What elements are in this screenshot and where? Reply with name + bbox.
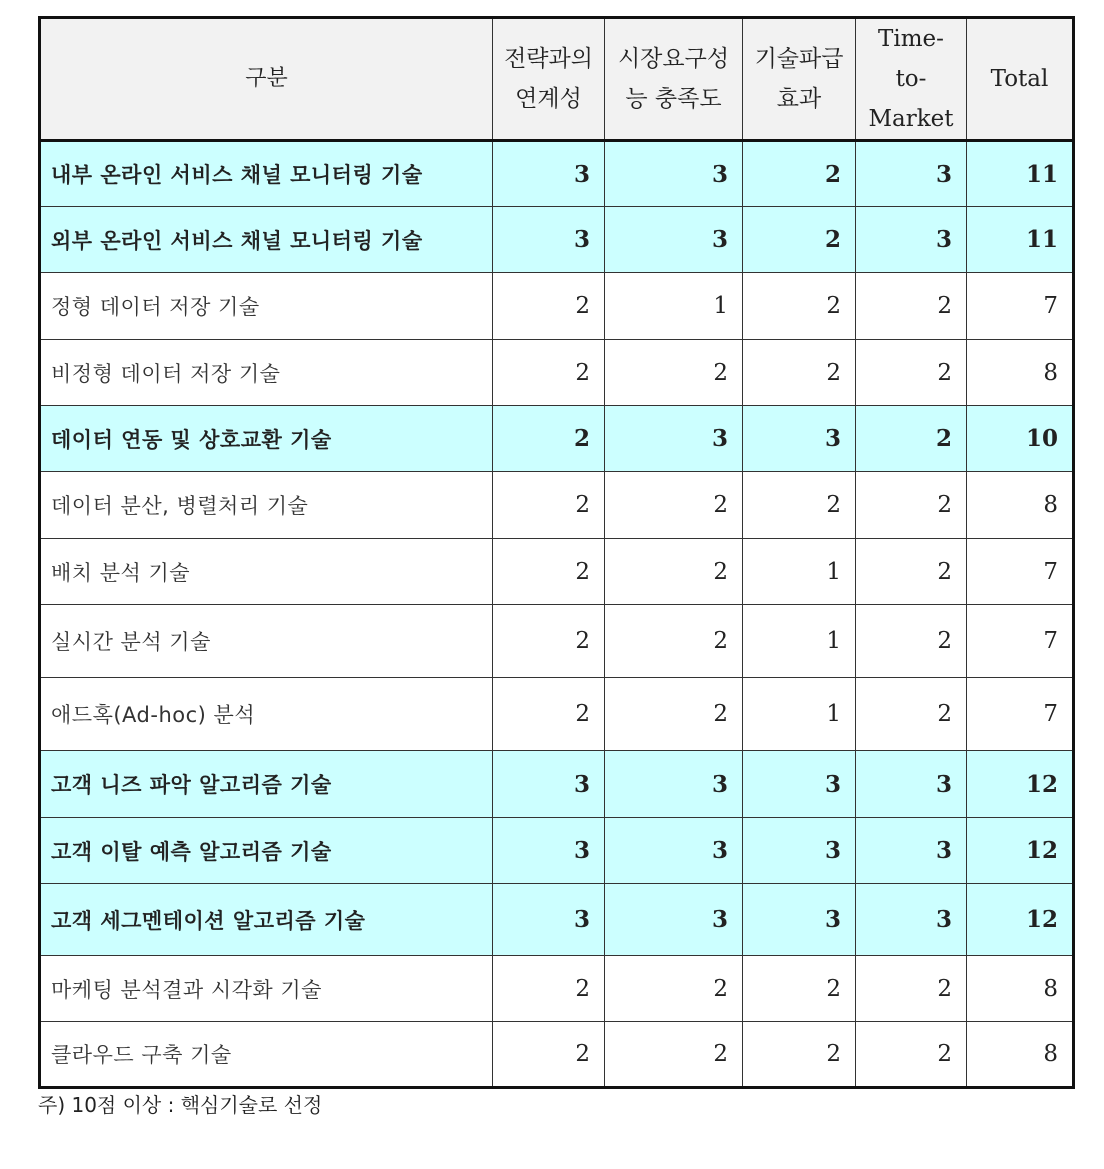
score-cell: 1 [743, 678, 856, 751]
score-cell: 8 [967, 956, 1074, 1022]
table-header [40, 18, 1074, 141]
score-cell: 2 [743, 472, 856, 539]
table-row [40, 273, 1074, 340]
row-label: 비정형 데이터 저장 기술 [40, 340, 493, 406]
row-label: 실시간 분석 기술 [40, 605, 493, 678]
score-cell: 11 [967, 207, 1074, 273]
row-label: 외부 온라인 서비스 채널 모니터링 기술 [40, 207, 493, 273]
header-category [40, 18, 493, 141]
score-cell: 2 [493, 956, 605, 1022]
table-row [40, 207, 1074, 273]
score-cell: 10 [967, 406, 1074, 472]
score-cell: 3 [493, 141, 605, 207]
score-cell: 2 [493, 1022, 605, 1088]
score-cell: 3 [605, 141, 743, 207]
header-tech-impact [743, 18, 856, 141]
score-cell: 3 [743, 818, 856, 884]
header-line: 능 충족도 [625, 86, 722, 112]
score-cell: 2 [856, 406, 967, 472]
header-line: Total [990, 66, 1049, 92]
table-row [40, 472, 1074, 539]
score-cell: 1 [743, 605, 856, 678]
score-cell: 7 [967, 273, 1074, 340]
score-cell: 3 [493, 818, 605, 884]
row-label: 마케팅 분석결과 시각화 기술 [40, 956, 493, 1022]
score-cell: 2 [605, 678, 743, 751]
score-cell: 3 [856, 884, 967, 956]
evaluation-table [38, 16, 1075, 1089]
score-cell: 2 [743, 956, 856, 1022]
header-line: 연계성 [515, 86, 582, 112]
score-cell: 2 [856, 472, 967, 539]
score-cell: 3 [605, 818, 743, 884]
table-row [40, 678, 1074, 751]
score-cell: 3 [605, 884, 743, 956]
score-cell: 2 [743, 207, 856, 273]
row-label: 고객 니즈 파악 알고리즘 기술 [40, 751, 493, 818]
header-total [967, 18, 1074, 141]
table-row [40, 406, 1074, 472]
header-line: Time-to- [878, 26, 944, 92]
score-cell: 12 [967, 884, 1074, 956]
score-cell: 2 [605, 1022, 743, 1088]
row-label: 내부 온라인 서비스 채널 모니터링 기술 [40, 141, 493, 207]
table-row [40, 1022, 1074, 1088]
score-cell: 2 [856, 678, 967, 751]
score-cell: 2 [743, 141, 856, 207]
score-cell: 3 [856, 818, 967, 884]
score-cell: 2 [605, 340, 743, 406]
score-cell: 8 [967, 1022, 1074, 1088]
header-line: 구분 [245, 66, 288, 91]
row-label: 정형 데이터 저장 기술 [40, 273, 493, 340]
score-cell: 2 [856, 956, 967, 1022]
score-cell: 11 [967, 141, 1074, 207]
table-row [40, 340, 1074, 406]
score-cell: 2 [493, 472, 605, 539]
score-cell: 2 [856, 340, 967, 406]
score-cell: 2 [743, 340, 856, 406]
row-label: 데이터 연동 및 상호교환 기술 [40, 406, 493, 472]
score-cell: 2 [493, 539, 605, 605]
score-cell: 2 [493, 340, 605, 406]
score-cell: 3 [743, 884, 856, 956]
table-body [40, 141, 1074, 1088]
table-row [40, 956, 1074, 1022]
row-label: 배치 분석 기술 [40, 539, 493, 605]
score-cell: 7 [967, 539, 1074, 605]
score-cell: 2 [605, 956, 743, 1022]
header-line: 기술파급 [754, 46, 844, 72]
table-row [40, 539, 1074, 605]
table-row [40, 751, 1074, 818]
score-cell: 2 [856, 1022, 967, 1088]
score-cell: 3 [743, 406, 856, 472]
score-cell: 7 [967, 605, 1074, 678]
score-cell: 3 [605, 207, 743, 273]
header-line: 효과 [776, 86, 822, 112]
row-label: 애드혹(Ad-hoc) 분석 [40, 678, 493, 751]
score-cell: 2 [743, 273, 856, 340]
score-cell: 3 [605, 406, 743, 472]
score-cell: 12 [967, 818, 1074, 884]
header-line: Market [868, 106, 954, 132]
score-cell: 2 [605, 605, 743, 678]
score-cell: 2 [605, 539, 743, 605]
score-cell: 8 [967, 340, 1074, 406]
table-row [40, 141, 1074, 207]
score-cell: 1 [605, 273, 743, 340]
score-cell: 2 [856, 539, 967, 605]
score-cell: 2 [493, 273, 605, 340]
row-label: 데이터 분산, 병렬처리 기술 [40, 472, 493, 539]
score-cell: 3 [743, 751, 856, 818]
header-line: 전략과의 [504, 46, 593, 72]
score-cell: 8 [967, 472, 1074, 539]
footnote: 주) 10점 이상 : 핵심기술로 선정 [38, 1093, 323, 1117]
header-strategy-link [493, 18, 605, 141]
table-row [40, 818, 1074, 884]
score-cell: 2 [856, 605, 967, 678]
header-market-requirement [605, 18, 743, 141]
score-cell: 1 [743, 539, 856, 605]
header-time-to-market [856, 18, 967, 141]
score-cell: 2 [493, 605, 605, 678]
score-cell: 3 [493, 884, 605, 956]
score-cell: 3 [856, 751, 967, 818]
row-label: 클라우드 구축 기술 [40, 1022, 493, 1088]
score-cell: 3 [493, 207, 605, 273]
score-cell: 12 [967, 751, 1074, 818]
score-cell: 3 [856, 141, 967, 207]
score-cell: 2 [493, 406, 605, 472]
header-row [40, 18, 1074, 141]
score-cell: 3 [856, 207, 967, 273]
score-cell: 3 [493, 751, 605, 818]
score-cell: 2 [493, 678, 605, 751]
score-cell: 2 [743, 1022, 856, 1088]
score-cell: 3 [605, 751, 743, 818]
score-cell: 7 [967, 678, 1074, 751]
header-line: 시장요구성 [617, 46, 730, 72]
score-cell: 2 [856, 273, 967, 340]
score-cell: 2 [605, 472, 743, 539]
row-label: 고객 이탈 예측 알고리즘 기술 [40, 818, 493, 884]
table-row [40, 884, 1074, 956]
row-label: 고객 세그멘테이션 알고리즘 기술 [40, 884, 493, 956]
table-row [40, 605, 1074, 678]
